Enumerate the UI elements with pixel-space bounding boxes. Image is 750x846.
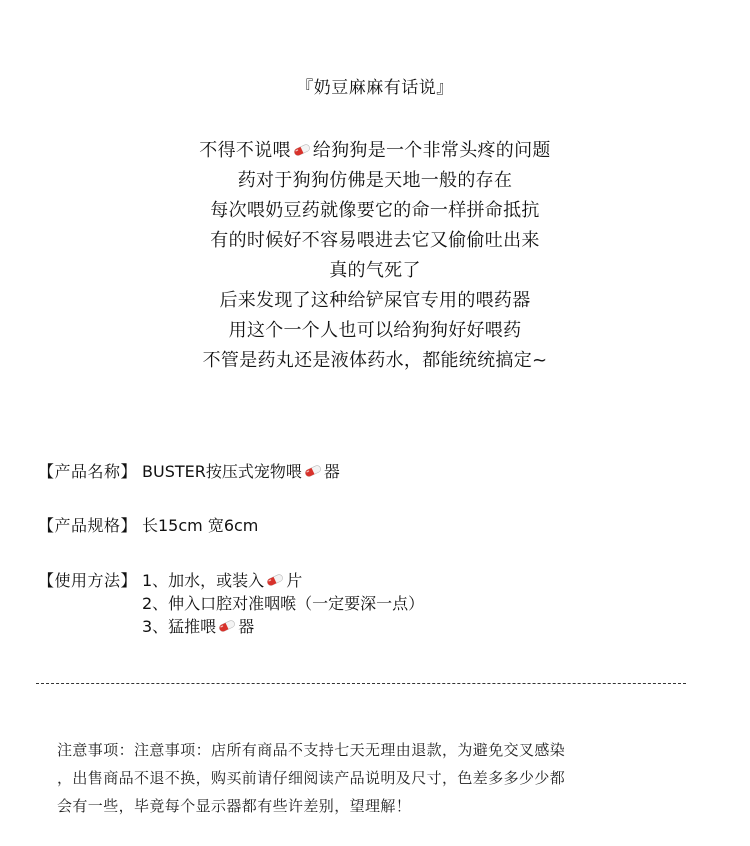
notice-line-3: 会有一些，毕竟每个显示器都有些许差别，望理解！ — [57, 797, 412, 815]
spec-name-text-b: 器 — [323, 462, 340, 481]
story-line-1 — [0, 136, 750, 166]
spec-product-name — [38, 462, 340, 482]
usage-step-1-text-b: 片 — [286, 571, 303, 590]
usage-step-1-text-a: 1、加水，或装入 — [142, 571, 265, 590]
spec-usage — [38, 571, 424, 640]
dashed-divider — [36, 683, 686, 684]
usage-step-2: 2、伸入口腔对准咽喉（一定要深一点） — [142, 594, 425, 613]
notice-line-1: 注意事项：注意事项：店所有商品不支持七天无理由退款，为避免交叉感染 — [57, 741, 566, 759]
story-line-7: 用这个一个人也可以给狗狗好好喂药 — [228, 320, 522, 341]
usage-step-3-text-b: 器 — [238, 617, 255, 636]
usage-step-3-text-a: 3、猛推喂 — [142, 617, 217, 636]
story-line-6: 后来发现了这种给铲屎官专用的喂药器 — [219, 290, 531, 311]
story-line-4: 有的时候好不容易喂进去它又偷偷吐出来 — [210, 230, 540, 251]
story-line-3: 每次喂奶豆药就像要它的命一样拼命抵抗 — [210, 200, 540, 221]
spec-name-value — [142, 462, 340, 482]
pill-icon — [217, 619, 237, 633]
story-line-5: 真的气死了 — [329, 260, 421, 281]
usage-step-3 — [142, 613, 424, 640]
pill-icon — [265, 573, 285, 587]
story-title: 『奶豆麻麻有话说』 — [296, 78, 454, 98]
spec-size-value: 长15cm 宽6cm — [142, 516, 259, 535]
pill-icon — [303, 464, 323, 478]
story-section — [0, 76, 750, 376]
notice-section — [57, 736, 693, 820]
story-line-2: 药对于狗狗仿佛是天地一般的存在 — [237, 170, 513, 191]
story-line-1-text-b: 给狗狗是一个非常头疼的问题 — [312, 140, 551, 161]
story-line-1-text-a: 不得不说喂 — [199, 140, 291, 161]
spec-size-label: 【产品规格】 — [38, 516, 138, 535]
spec-name-label: 【产品名称】 — [38, 462, 138, 481]
story-lines — [0, 136, 750, 376]
notice-line-2: ，出售商品不退不换，购买前请仔细阅读产品说明及尺寸，色差多多少少都 — [57, 769, 566, 787]
spec-name-text-a: BUSTER按压式宠物喂 — [142, 462, 302, 481]
usage-steps — [142, 571, 424, 640]
spec-product-size — [38, 516, 258, 536]
spec-usage-label: 【使用方法】 — [38, 571, 138, 590]
story-line-8: 不管是药丸还是液体药水，都能统统搞定~ — [202, 350, 548, 371]
pill-icon — [292, 143, 312, 157]
